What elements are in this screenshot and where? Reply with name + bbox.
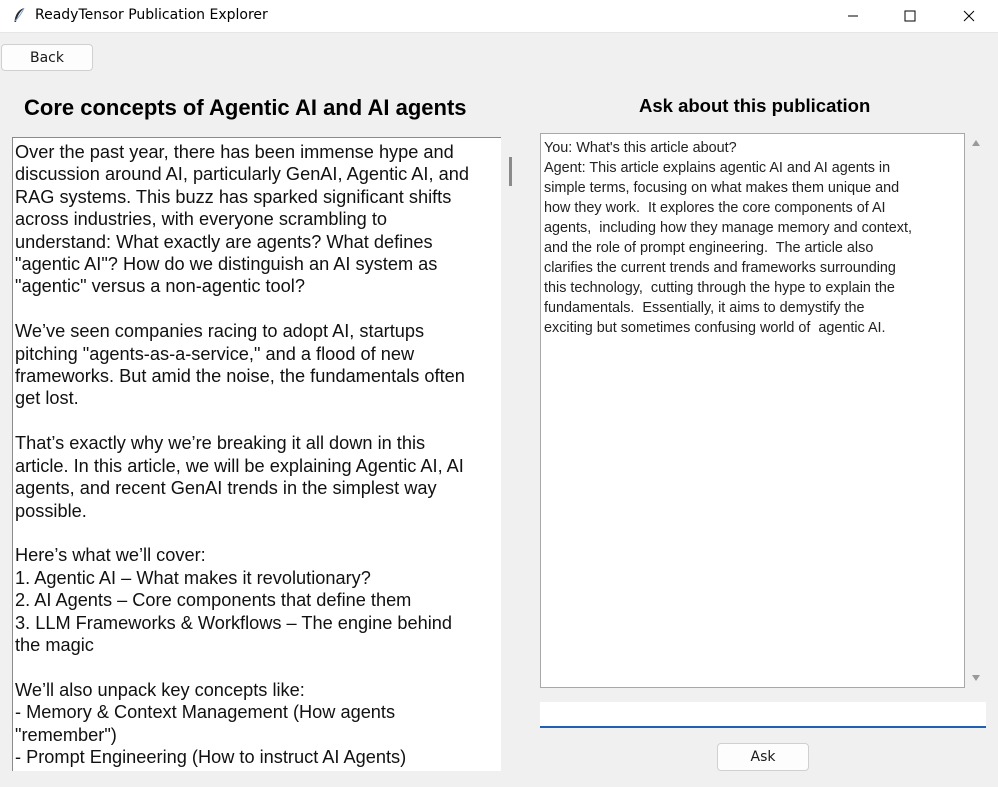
scroll-up-icon[interactable] bbox=[971, 139, 981, 147]
chat-transcript: You: What's this article about? Agent: This article explains agentic AI and AI agents in simple terms, focusing on what makes them unique and how they work. It explores the core components of AI agents, including how they manage memory and context, and the role of prompt engineering. The article also clarifies the current trends and frameworks surrounding this technology, cutting through the hype to explain the fundamentals. Essentially, it aims to demystify the exciting but sometimes confusing world of agentic AI. bbox=[544, 140, 912, 336]
maximize-button[interactable] bbox=[887, 0, 933, 32]
back-button[interactable]: Back bbox=[1, 44, 93, 71]
ask-button[interactable]: Ask bbox=[717, 743, 809, 771]
minimize-icon bbox=[847, 10, 859, 22]
minimize-button[interactable] bbox=[830, 0, 876, 32]
window-title: ReadyTensor Publication Explorer bbox=[35, 7, 268, 23]
maximize-icon bbox=[904, 10, 916, 22]
close-button[interactable] bbox=[946, 0, 992, 32]
question-input[interactable] bbox=[540, 702, 986, 728]
chat-heading: Ask about this publication bbox=[639, 95, 871, 116]
article-body: Over the past year, there has been immense hype and discussion around AI, particularly GenAI, Agentic AI, and RAG systems. This buzz has sparked significant shifts across industries, with everyone scrambling to understand: What exactly are agents? What defines "agentic AI"? How do we distinguish an AI system as "agentic" versus a non-agentic tool? We’ve seen companies racing to adopt AI, startups pitching "agents-as-a-service," and a flood of new frameworks. But amid the noise, the fundamentals often get lost. That’s exactly why we’re breaking it all down in this article. In this article, we will be explaining Agentic AI, AI agents, and recent GenAI trends in the simplest way possible. Here’s what we’ll cover: 1. Agentic AI – What makes it revolutionary? 2. AI Agents – Core components that define them 3. LLM Frameworks & Workflows – The engine behind the magic We’ll also unpack key concepts like: - Memory & Context Management (How agents "remember") - Prompt Engineering (How to instruct AI Agents) bbox=[15, 142, 469, 767]
chat-transcript-panel[interactable] bbox=[540, 133, 965, 688]
article-text-panel[interactable] bbox=[12, 137, 501, 771]
close-icon bbox=[963, 10, 975, 22]
article-title: Core concepts of Agentic AI and AI agents bbox=[24, 95, 467, 120]
title-bar bbox=[0, 0, 998, 33]
article-scrollbar-thumb[interactable] bbox=[509, 157, 512, 186]
scroll-down-icon[interactable] bbox=[971, 674, 981, 682]
feather-icon bbox=[12, 7, 26, 25]
